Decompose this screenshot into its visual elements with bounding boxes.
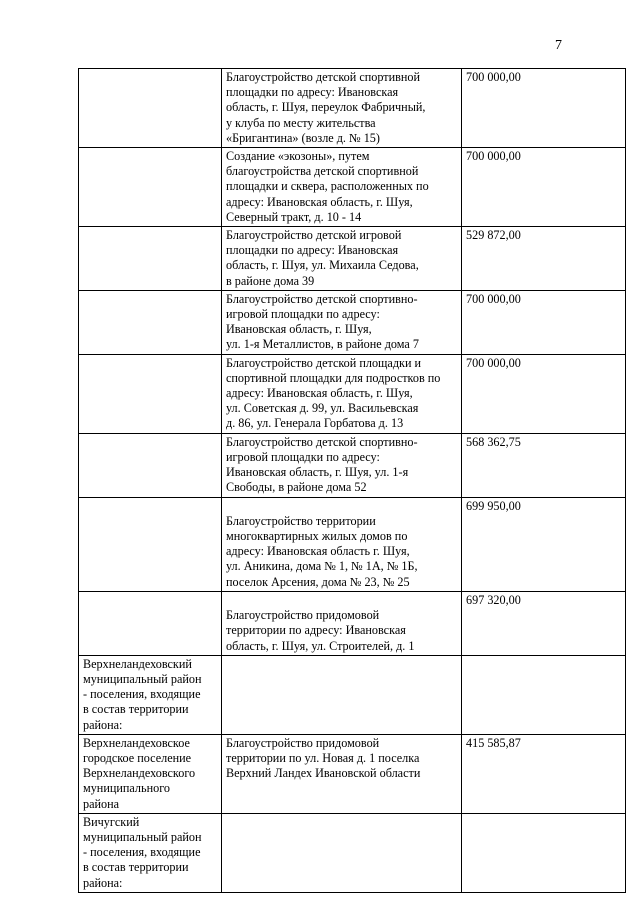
description-line: область, г. Шуя, ул. Михаила Седова, (226, 258, 419, 273)
description-line: у клуба по месту жительства (226, 115, 376, 130)
amount-cell: 529 872,00 (462, 227, 626, 291)
table-row (79, 813, 626, 892)
description-cell (222, 734, 462, 813)
description-line: территории по ул. Новая д. 1 поселка (226, 750, 420, 765)
municipality-line: Вичугский (83, 814, 140, 829)
description-line: Благоустройство придомовой (226, 735, 380, 750)
description-line: Благоустройство детской спортивной (226, 70, 421, 84)
page-number: 7 (555, 38, 562, 53)
description-cell (222, 591, 462, 655)
description-line: Верхний Ландех Ивановской области (226, 766, 421, 781)
description-line: д. 86, ул. Генерала Горбатова д. 13 (226, 416, 404, 431)
table-row (79, 591, 626, 655)
table-row (79, 148, 626, 227)
description-cell (222, 354, 462, 433)
description-line: многоквартирных жилых домов по (226, 529, 408, 544)
description-line: Благоустройство придомовой (226, 608, 380, 623)
amount-cell: 700 000,00 (462, 69, 626, 148)
description-line: адресу: Ивановская область, г. Шуя, (226, 194, 413, 209)
municipality-line: Верхнеландеховский (83, 656, 192, 671)
municipality-line: - поселения, входящие (83, 845, 201, 860)
municipality-cell (79, 227, 222, 291)
description-line: ул. Советская д. 99, ул. Васильевская (226, 401, 419, 416)
municipality-cell (79, 354, 222, 433)
description-line (226, 499, 458, 514)
municipality-line: в состав территории (83, 860, 189, 875)
amount-cell: 700 000,00 (462, 148, 626, 227)
description-cell (222, 148, 462, 227)
description-line: Благоустройство территории (226, 513, 376, 528)
description-line: адресу: Ивановская область, г. Шуя, (226, 386, 413, 401)
municipality-line: муниципального (83, 781, 170, 796)
municipality-line: района: (83, 875, 123, 890)
description-line: Ивановская область, г. Шуя, (226, 322, 372, 337)
description-line: игровой площадки по адресу: (226, 307, 380, 322)
municipality-cell (79, 813, 222, 892)
description-line: благоустройства детской спортивной (226, 164, 419, 179)
description-line: область, г. Шуя, переулок Фабричный, (226, 100, 426, 115)
description-cell (222, 655, 462, 734)
description-line: область, г. Шуя, ул. Строителей, д. 1 (226, 638, 415, 653)
description-line: «Бригантина» (возле д. № 15) (226, 130, 380, 145)
description-cell (222, 290, 462, 354)
municipality-cell (79, 69, 222, 148)
description-line: площадки по адресу: Ивановская (226, 85, 399, 100)
description-line: Создание «экозоны», путем (226, 149, 370, 164)
description-line: поселок Арсения, дома № 23, № 25 (226, 574, 410, 589)
description-line: Благоустройство детской спортивно- (226, 434, 418, 449)
municipality-line: Верхнеландеховское (83, 735, 190, 750)
description-line: в районе дома 39 (226, 273, 315, 288)
municipality-cell (79, 148, 222, 227)
description-cell (222, 497, 462, 591)
funding-table (78, 68, 626, 893)
table-row (79, 734, 626, 813)
amount-cell: 699 950,00 (462, 497, 626, 591)
municipality-line: муниципальный район (83, 671, 202, 686)
description-line: площадки и сквера, расположенных по (226, 179, 429, 194)
description-line: Благоустройство детской спортивно- (226, 291, 418, 306)
table-row (79, 497, 626, 591)
description-line: игровой площадки по адресу: (226, 449, 380, 464)
description-line: Северный тракт, д. 10 - 14 (226, 209, 362, 224)
table-row (79, 290, 626, 354)
municipality-line: района: (83, 717, 123, 732)
amount-cell: 697 320,00 (462, 591, 626, 655)
description-cell (222, 813, 462, 892)
description-line: Свободы, в районе дома 52 (226, 480, 367, 495)
municipality-line: в состав территории (83, 702, 189, 717)
amount-cell: 415 585,87 (462, 734, 626, 813)
table-row (79, 354, 626, 433)
table-row (79, 69, 626, 148)
amount-cell: 700 000,00 (462, 290, 626, 354)
amount-cell: 568 362,75 (462, 433, 626, 497)
table-row (79, 433, 626, 497)
municipality-line: района (83, 796, 120, 811)
description-line: Благоустройство детской площадки и (226, 355, 422, 370)
description-cell (222, 227, 462, 291)
municipality-cell (79, 497, 222, 591)
description-line: Благоустройство детской игровой (226, 228, 402, 243)
description-line: ул. 1-я Металлистов, в районе дома 7 (226, 337, 419, 352)
municipality-cell (79, 655, 222, 734)
amount-cell (462, 655, 626, 734)
municipality-line: - поселения, входящие (83, 687, 201, 702)
municipality-cell (79, 433, 222, 497)
municipality-line: Верхнеландеховского (83, 766, 196, 781)
municipality-cell (79, 290, 222, 354)
table-row (79, 227, 626, 291)
amount-cell: 700 000,00 (462, 354, 626, 433)
description-line: Ивановская область, г. Шуя, ул. 1-я (226, 465, 409, 480)
description-cell (222, 69, 462, 148)
description-line: ул. Аникина, дома № 1, № 1А, № 1Б, (226, 559, 418, 574)
description-line: территории по адресу: Ивановская (226, 623, 406, 638)
description-line: площадки по адресу: Ивановская (226, 243, 399, 258)
amount-cell (462, 813, 626, 892)
municipality-cell (79, 734, 222, 813)
description-line (226, 593, 458, 608)
description-line: спортивной площадки для подростков по (226, 370, 441, 385)
description-cell (222, 433, 462, 497)
municipality-line: городское поселение (83, 750, 192, 765)
municipality-cell (79, 591, 222, 655)
table-row (79, 655, 626, 734)
description-line: адресу: Ивановская область г. Шуя, (226, 544, 410, 559)
municipality-line: муниципальный район (83, 829, 202, 844)
